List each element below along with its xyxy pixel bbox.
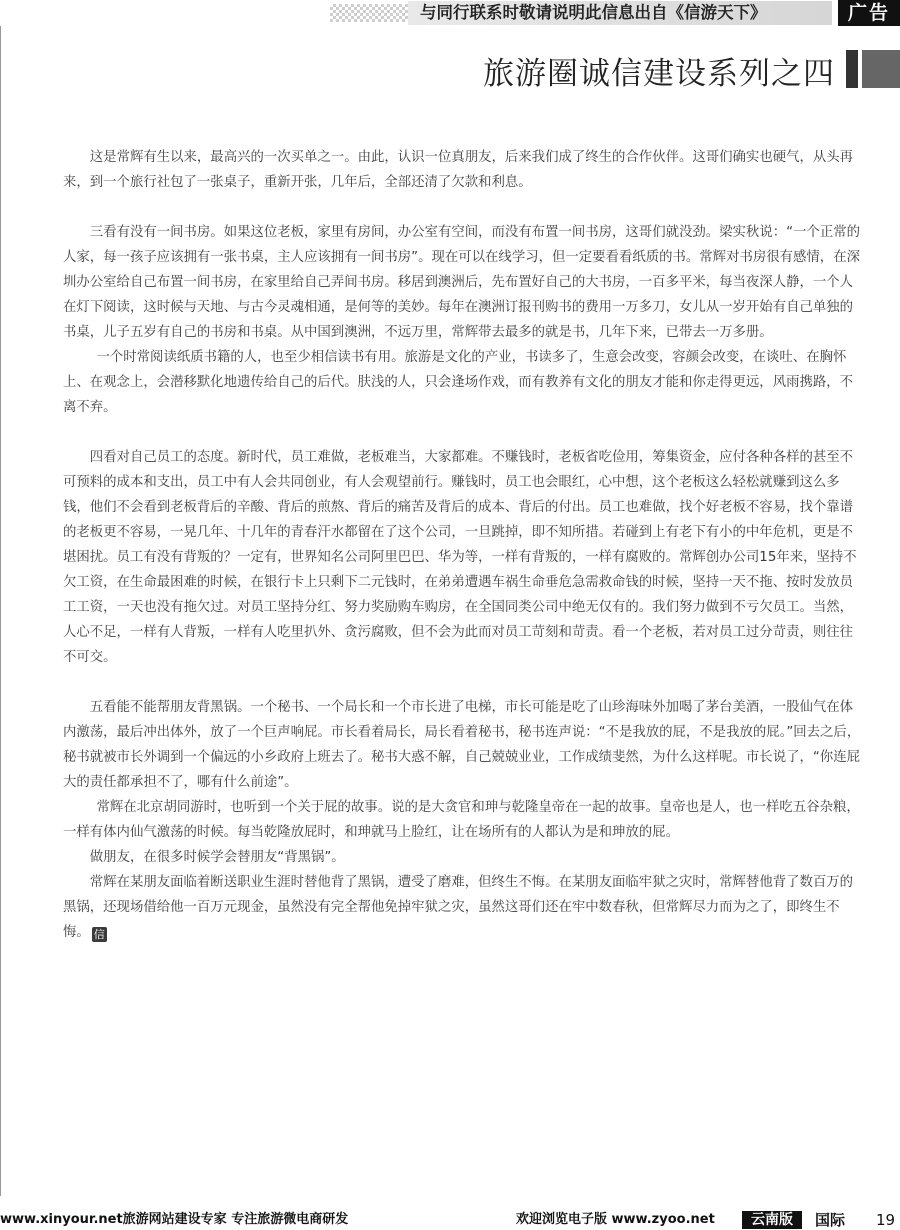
footer-website-text: www.xinyour.net旅游网站建设专家 专注旅游微电商研发 (0, 1212, 349, 1227)
top-banner (0, 0, 900, 26)
ad-label: 广告 (838, 0, 900, 26)
edition-badge: 云南版 (742, 1211, 802, 1229)
end-mark-icon: 信 (93, 928, 105, 941)
left-margin-rule (0, 26, 1, 1196)
paragraph: 做朋友，在很多时候学会替朋友“背黑锅”。 (89, 850, 345, 865)
paragraph: 四看对自己员工的态度。新时代，员工难做，老板难当，大家都难。不赚钱时，老板省吃俭用，筹集资金，应付各种各样的甚至不可预料的成本和支出，员工中有人会共同创业，有人会观望前行。赚钱时，员工也会眼红，心中想，这个老板这么轻松就赚到这么多钱，他们不会看到老板背后的辛酸、背后的煎熬、背后的痛苦及背后的成本、背后的付出。员工也难做，找个好老板不容易，找个靠谱的老板更不容易，一晃几年、十几年的青春汗水都留在了这个公司，一旦跳掉，即不知所措。若碰到上有老下有小的中年危机，更是不堪困扰。员工有没有背叛的？一定有，世界知名公司阿里巴巴、华为等，一样有背叛的，一样有腐败的。常辉创办公司15年来，坚持不欠工资，在生命最困难的时候，在银行卡上只剩下二元钱时，在弟弟遭遇车祸生命垂危急需救命钱的时候，坚持一天不拖、按时发放员工工资，一天也没有拖欠过。对员工坚持分红、努力奖励购车购房，在全国同类公司中绝无仅有的。我们努力做到不亏欠员工。当然，人心不足，一样有人背叛，一样有人吃里扒外、贪污腐败，但不会为此而对员工苛刻和苛责。看一个老板，若对员工过分苛责，则往往不可交。 (63, 450, 857, 665)
banner-pattern (330, 4, 410, 22)
page-number: 19 (876, 1211, 896, 1229)
paragraph: 常辉在北京胡同游时，也听到一个关于屁的故事。说的是大贪官和珅与乾隆皇帝在一起的故事。皇帝也是人，也一样吃五谷杂粮，一样有体内仙气激荡的时候。每当乾隆放屁时，和珅就马上脸红，让在场所有的人都认为是和珅放的屁。 (63, 800, 860, 840)
paragraph: 三看有没有一间书房。如果这位老板，家里有房间，办公室有空间，而没有布置一间书房，这哥们就没劲。梁实秋说：“一个正常的人家，每一孩子应该拥有一张书桌，主人应该拥有一间书房”。现在可以在线学习，但一定要看看纸质的书。常辉对书房很有感情，在深圳办公室给自己布置一间书房，在家里给自己弄间书房。移居到澳洲后，先布置好自己的大书房，一百多平米，每当夜深人静，一个人在灯下阅读，这时候与天地、与古今灵魂相通，是何等的美妙。每年在澳洲订报刊购书的费用一万多刀，女儿从一岁开始有自己单独的书桌，儿子五岁有自己的书房和书桌。从中国到澳洲，不远万里，常辉带去最多的就是书，几年下来，已带去一万多册。 (63, 225, 860, 340)
title-accent-block (862, 50, 900, 88)
title-accent-bar (846, 50, 858, 88)
paragraph: 这是常辉有生以来，最高兴的一次买单之一。由此，认识一位真朋友，后来我们成了终生的合作伙伴。这哥们确实也硬气，从头再来，到一个旅行社包了一张桌子，重新开张，几年后，全部还清了欠款和利息。 (63, 150, 854, 190)
article-body (63, 145, 863, 945)
page-footer (0, 1210, 900, 1230)
section-label: 国际 (815, 1211, 846, 1229)
paragraph: 一个时常阅读纸质书籍的人，也至少相信读书有用。旅游是文化的产业，书读多了，生意会改变，容颜会改变，在谈吐、在胸怀上、在观念上，会潜移默化地遗传给自己的后代。肤浅的人，只会逢场作戏，而有教养有文化的朋友才能和你走得更远，风雨携路，不离不弃。 (63, 350, 854, 415)
paragraph-text: 常辉在某朋友面临着断送职业生涯时替他背了黑锅，遭受了磨难，但终生不悔。在某朋友面临牢狱之灾时，常辉替他背了数百万的黑锅，还现场借给他一百万元现金，虽然没有完全帮他免掉牢狱之灾，虽然这哥们还在牢中数春秋，但常辉尽力而为之了，即终生不悔。 (63, 875, 854, 940)
final-paragraph (63, 870, 863, 945)
paragraph: 五看能不能帮朋友背黑锅。一个秘书、一个局长和一个市长进了电梯，市长可能是吃了山珍海味外加喝了茅台美酒，一股仙气在体内激荡，最后冲出体外，放了一个巨声响屁。市长看着局长，局长看着秘书，秘书连声说：“不是我放的屁，不是我放的屁。”回去之后，秘书就被市长外调到一个偏远的小乡政府上班去了。秘书大惑不解，自己兢兢业业，工作成绩斐然，为什么这样呢。市长说了，“你连屁大的责任都承担不了，哪有什么前途”。 (63, 700, 861, 790)
footer-edition-text: 欢迎浏览电子版 www.zyoo.net (516, 1212, 715, 1227)
banner-notice: 与同行联系时敬请说明此信息出自《信游天下》 (408, 1, 832, 25)
page-title: 旅游圈诚信建设系列之四 (483, 56, 835, 92)
